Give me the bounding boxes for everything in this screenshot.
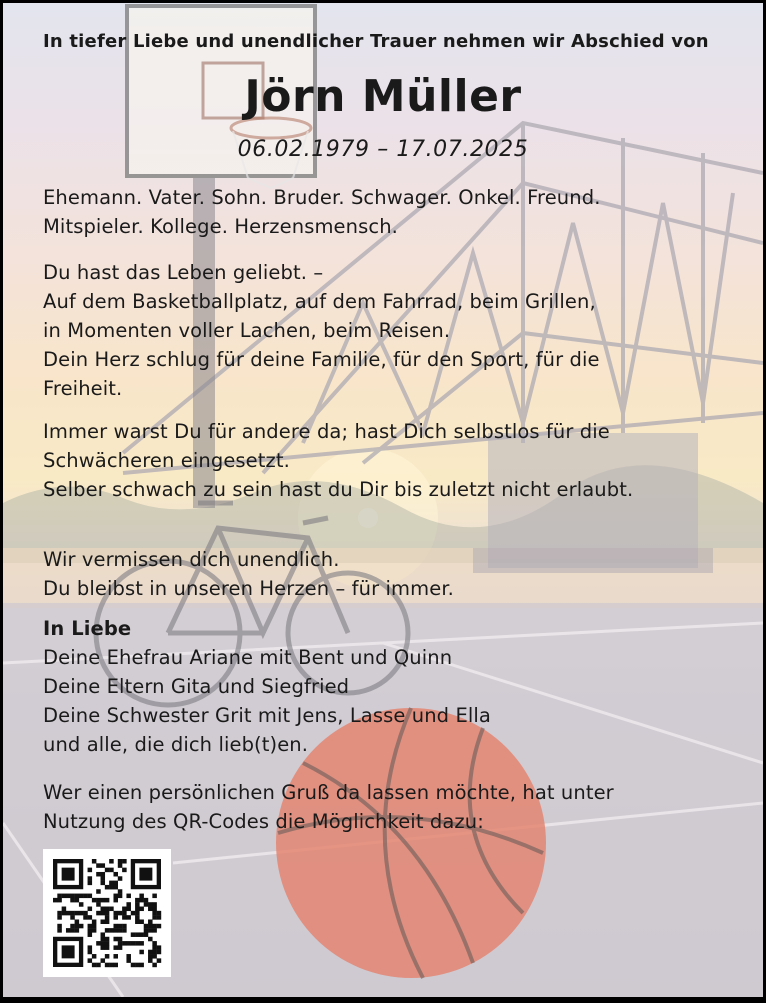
life-line: Freiheit. — [43, 377, 123, 400]
family-heading: In Liebe — [43, 617, 132, 640]
family-line: Deine Eltern Gita und Siegfried — [43, 675, 350, 698]
missing-line: Du bleibst in unseren Herzen – für immer. — [43, 577, 454, 600]
life-dates: 06.02.1979 – 17.07.2025 — [237, 137, 529, 162]
family-line: und alle, die dich lieb(t)en. — [43, 733, 309, 756]
family-line: Deine Schwester Grit mit Jens, Lasse und Ella — [43, 704, 491, 727]
life-line: in Momenten voller Lachen, beim Reisen. — [43, 319, 451, 342]
life-line: Dein Herz schlug für deine Familie, für den Sport, für die — [43, 348, 600, 371]
deceased-name: Jörn Müller — [244, 71, 522, 122]
character-line: Immer warst Du für andere da; hast Dich selbstlos für die — [43, 420, 610, 443]
greeting-line: Wer einen persönlichen Gruß da lassen möchte, hat unter — [43, 781, 614, 804]
intro-line: In tiefer Liebe und unendlicher Trauer nehmen wir Abschied von — [43, 31, 709, 52]
obituary-card — [3, 3, 763, 997]
greeting-line: Nutzung des QR-Codes die Möglichkeit dazu: — [43, 810, 484, 833]
roles-line: Mitspieler. Kollege. Herzensmensch. — [43, 215, 398, 238]
qr-code-graphic — [43, 849, 171, 977]
roles-line: Ehemann. Vater. Sohn. Bruder. Schwager. Onkel. Freund. — [43, 186, 601, 209]
family-line: Deine Ehefrau Ariane mit Bent und Quinn — [43, 646, 453, 669]
missing-line: Wir vermissen dich unendlich. — [43, 548, 340, 571]
life-line: Auf dem Basketballplatz, auf dem Fahrrad, beim Grillen, — [43, 290, 596, 313]
character-line: Schwächeren eingesetzt. — [43, 449, 290, 472]
qr-code[interactable] — [43, 849, 171, 977]
character-line: Selber schwach zu sein hast du Dir bis zuletzt nicht erlaubt. — [43, 478, 634, 501]
life-line: Du hast das Leben geliebt. – — [43, 261, 324, 284]
